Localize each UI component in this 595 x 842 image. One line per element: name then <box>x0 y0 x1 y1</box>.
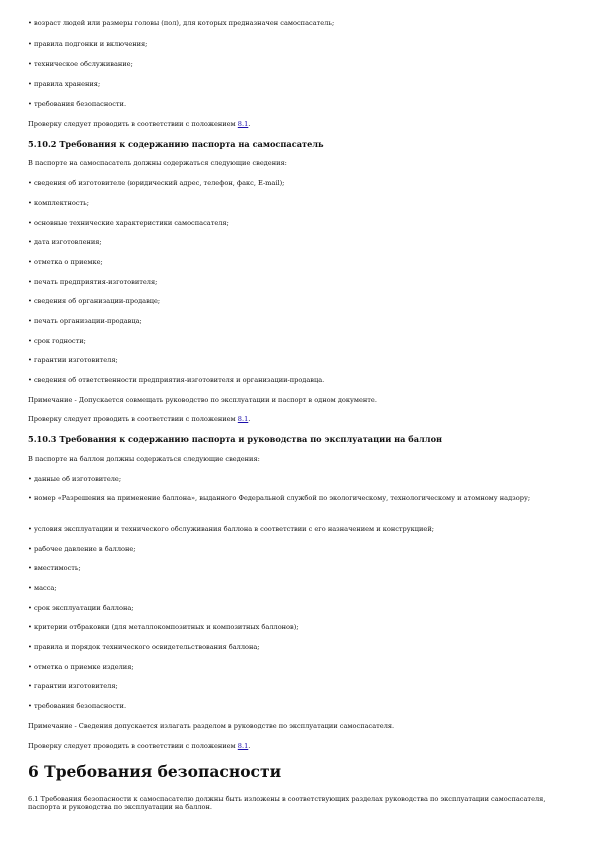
check-text: Проверку следует проводить в соответствии с положением <box>28 120 238 128</box>
list-item: • отметка о приемке; <box>28 258 103 266</box>
list-item: • возраст людей или размеры головы (пол), для которых предназначен самоспасатель; <box>28 19 335 27</box>
list-item: • правила и порядок технического освидетельствования баллона; <box>28 643 260 651</box>
list-item: • печать организации-продавца; <box>28 317 142 325</box>
clause-link[interactable]: 8.1 <box>237 120 249 128</box>
list-item: • срок годности; <box>28 337 86 345</box>
note: Примечание - Сведения допускается излагать разделом в руководстве по эксплуатации самоспасателя. <box>28 722 395 730</box>
check-line <box>28 742 568 750</box>
list-item: • гарантии изготовителя; <box>28 682 118 690</box>
check-suffix: . <box>248 742 251 750</box>
list-item: • критерии отбраковки (для металлокомпозитных и композитных баллонов); <box>28 623 299 631</box>
list-item: • сведения об изготовителе (юридический адрес, телефон, факс, E-mail); <box>28 179 285 187</box>
list-item: • правила хранения; <box>28 80 101 88</box>
check-suffix: . <box>248 415 251 423</box>
section-intro: В паспорте на самоспасатель должны содержаться следующие сведения: <box>28 159 287 167</box>
list-item: • условия эксплуатации и технического обслуживания баллона в соответствии с его назначением и конструкцией; <box>28 525 434 533</box>
list-item: • требования безопасности. <box>28 702 127 710</box>
check-line <box>28 120 568 128</box>
list-item: • требования безопасности. <box>28 100 127 108</box>
clause-link[interactable]: 8.1 <box>237 415 249 423</box>
section-heading-5-10-2: 5.10.2 Требования к содержанию паспорта на самоспасатель <box>28 139 324 149</box>
list-item: • сведения об ответственности предприятия-изготовителя и организации-продавца. <box>28 376 325 384</box>
list-item: • данные об изготовителе; <box>28 475 122 483</box>
list-item: • сведения об организации-продавце; <box>28 297 161 305</box>
list-item: • техническое обслуживание; <box>28 60 133 68</box>
list-item: • масса; <box>28 584 57 592</box>
section-heading-5-10-3: 5.10.3 Требования к содержанию паспорта и руководства по эксплуатации на баллон <box>28 434 443 444</box>
section-heading-6: 6 Требования безопасности <box>28 762 282 781</box>
list-item: • отметка о приемке изделия; <box>28 663 134 671</box>
list-item: • основные технические характеристики самоспасателя; <box>28 219 229 227</box>
list-item: • рабочее давление в баллоне; <box>28 545 136 553</box>
list-item: • дата изготовления; <box>28 238 102 246</box>
paragraph-6-1: 6.1 Требования безопасности к самоспасателю должны быть изложены в соответствующих разделах руководства по эксплуатации самоспасателя, паспорта и руководства по эксплуатации на баллон. <box>28 795 546 812</box>
list-item: • правила подгонки и включения; <box>28 40 148 48</box>
check-text: Проверку следует проводить в соответствии с положением <box>28 742 238 750</box>
note: Примечание - Допускается совмещать руководство по эксплуатации и паспорт в одном документе. <box>28 396 377 404</box>
list-item: • срок эксплуатации баллона; <box>28 604 134 612</box>
list-item: • комплектность; <box>28 199 89 207</box>
check-suffix: . <box>248 120 251 128</box>
list-item: • номер «Разрешения на применение баллона», выданного Федеральной службой по экологическому, технологическому и атомному надзору; <box>28 494 531 502</box>
list-item: • печать предприятия-изготовителя; <box>28 278 158 286</box>
check-line <box>28 415 568 423</box>
section-intro: В паспорте на баллон должны содержаться следующие сведения: <box>28 455 260 463</box>
list-item: • вместимость; <box>28 564 81 572</box>
check-text: Проверку следует проводить в соответствии с положением <box>28 415 238 423</box>
clause-link[interactable]: 8.1 <box>237 742 249 750</box>
list-item: • гарантии изготовителя; <box>28 356 118 364</box>
